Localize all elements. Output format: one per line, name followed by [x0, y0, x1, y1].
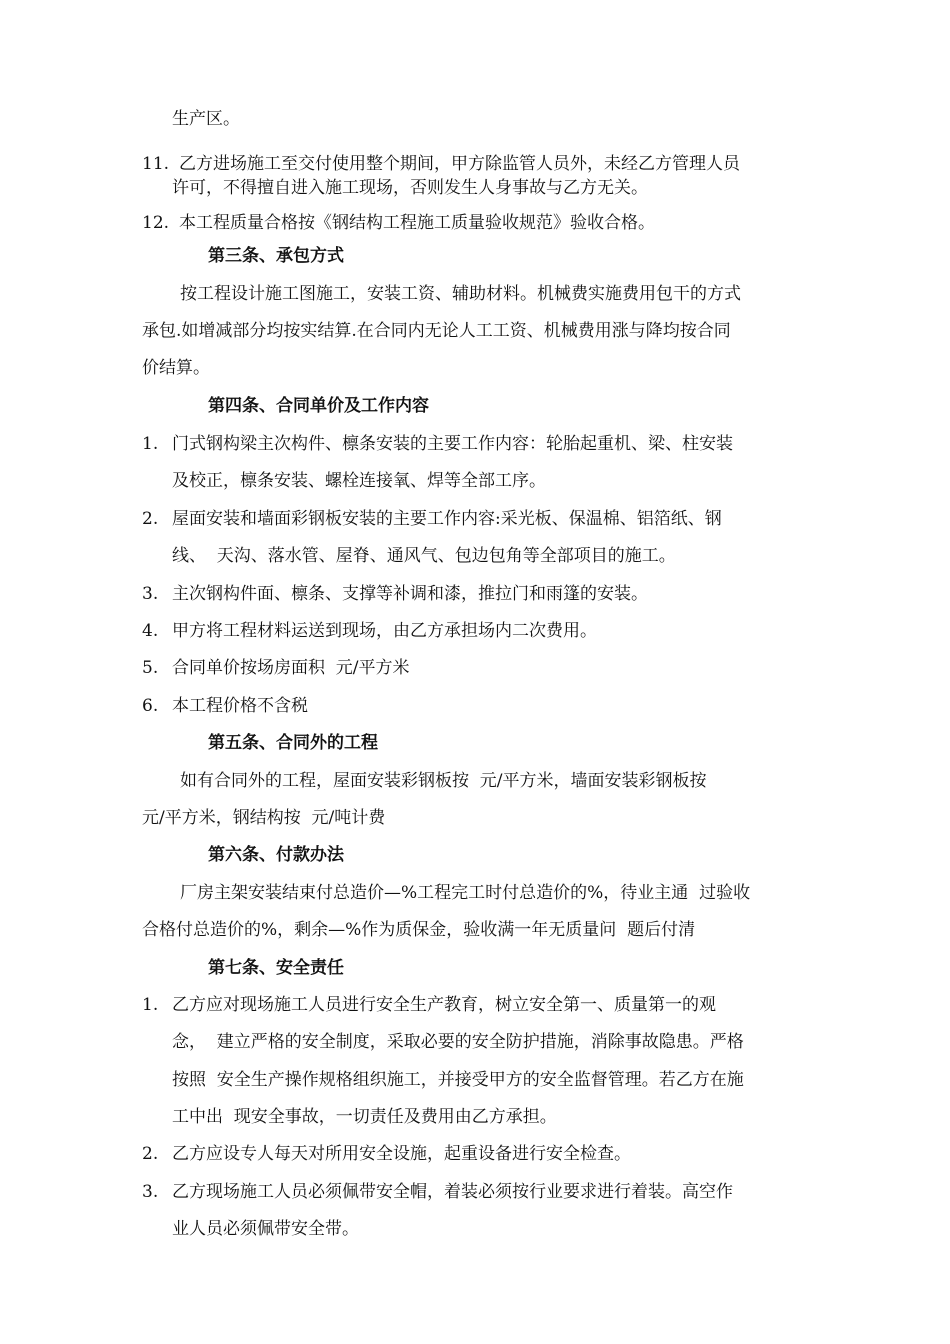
list-item-text: 乙方应对现场施工人员进行安全生产教育，树立安全第一、质量第一的观: [172, 995, 716, 1015]
section-heading: 第七条、安全责任: [208, 958, 344, 978]
list-item-text: 主次钢构件面、檩条、支撑等补调和漆，推拉门和雨篷的安装。: [172, 584, 648, 604]
list-item-text: 屋面安装和墙面彩钢板安装的主要工作内容:采光板、保温棉、铝箔纸、钢: [172, 509, 722, 529]
list-number: 3.: [142, 1182, 159, 1202]
list-number: 2.: [142, 1144, 159, 1164]
section-heading: 第三条、承包方式: [208, 246, 344, 266]
list-number: 1.: [142, 995, 159, 1015]
paragraph-text: 价结算。: [142, 358, 210, 378]
list-number: 4.: [142, 621, 159, 641]
list-item-text: 工中出 现安全事故，一切责任及费用由乙方承担。: [172, 1107, 557, 1127]
list-number: 12.: [142, 213, 170, 233]
list-item-text: 乙方现场施工人员必须佩带安全帽，着装必须按行业要求进行着装。高空作: [172, 1182, 733, 1202]
list-item-text: 乙方应设专人每天对所用安全设施，起重设备进行安全检查。: [172, 1144, 631, 1164]
list-item-text: 业人员必须佩带安全带。: [172, 1219, 359, 1239]
list-item-text: 合同单价按场房面积 元/平方米: [172, 658, 410, 678]
paragraph-text: 合格付总造价的%，剩余—%作为质保金，验收满一年无质量问 题后付清: [142, 920, 696, 940]
list-item-text: 乙方进场施工至交付使用整个期间，甲方除监管人员外，未经乙方管理人员: [179, 154, 740, 174]
paragraph-text: 如有合同外的工程，屋面安装彩钢板按 元/平方米，墙面安装彩钢板按: [180, 771, 707, 791]
continuation-text: 生产区。: [172, 109, 240, 129]
list-item-text: 按照 安全生产操作规格组织施工，并接受甲方的安全监督管理。若乙方在施: [172, 1070, 744, 1090]
section-heading: 第四条、合同单价及工作内容: [208, 396, 429, 416]
list-number: 5.: [142, 658, 159, 678]
list-item-text: 门式钢构梁主次构件、檩条安装的主要工作内容：轮胎起重机、梁、柱安装: [172, 434, 733, 454]
paragraph-text: 按工程设计施工图施工，安装工资、辅助材料。机械费实施费用包干的方式: [180, 284, 741, 304]
paragraph-text: 元/平方米，钢结构按 元/吨计费: [142, 808, 386, 828]
list-item-text: 念， 建立严格的安全制度，采取必要的安全防护措施，消除事故隐患。严格: [172, 1032, 744, 1052]
section-heading: 第六条、付款办法: [208, 845, 344, 865]
list-item-text: 本工程价格不含税: [172, 696, 308, 716]
list-item-text: 许可，不得擅自进入施工现场，否则发生人身事故与乙方无关。: [172, 178, 648, 198]
paragraph-text: 承包.如增减部分均按实结算.在合同内无论人工工资、机械费用涨与降均按合同: [142, 321, 731, 341]
list-number: 2.: [142, 509, 159, 529]
section-heading: 第五条、合同外的工程: [208, 733, 378, 753]
list-number: 11.: [142, 154, 170, 174]
list-number: 6.: [142, 696, 159, 716]
list-number: 3.: [142, 584, 159, 604]
paragraph-text: 厂房主架安装结束付总造价—%工程完工时付总造价的%，待业主通 过验收: [180, 883, 751, 903]
list-item-text: 甲方将工程材料运送到现场，由乙方承担场内二次费用。: [172, 621, 597, 641]
list-item-text: 线、 天沟、落水管、屋脊、通风气、包边包角等全部项目的施工。: [172, 546, 676, 566]
list-item-text: 及校正，檩条安装、螺栓连接氧、焊等全部工序。: [172, 471, 546, 491]
list-item-text: 本工程质量合格按《钢结构工程施工质量验收规范》验收合格。: [179, 213, 655, 233]
list-number: 1.: [142, 434, 159, 454]
